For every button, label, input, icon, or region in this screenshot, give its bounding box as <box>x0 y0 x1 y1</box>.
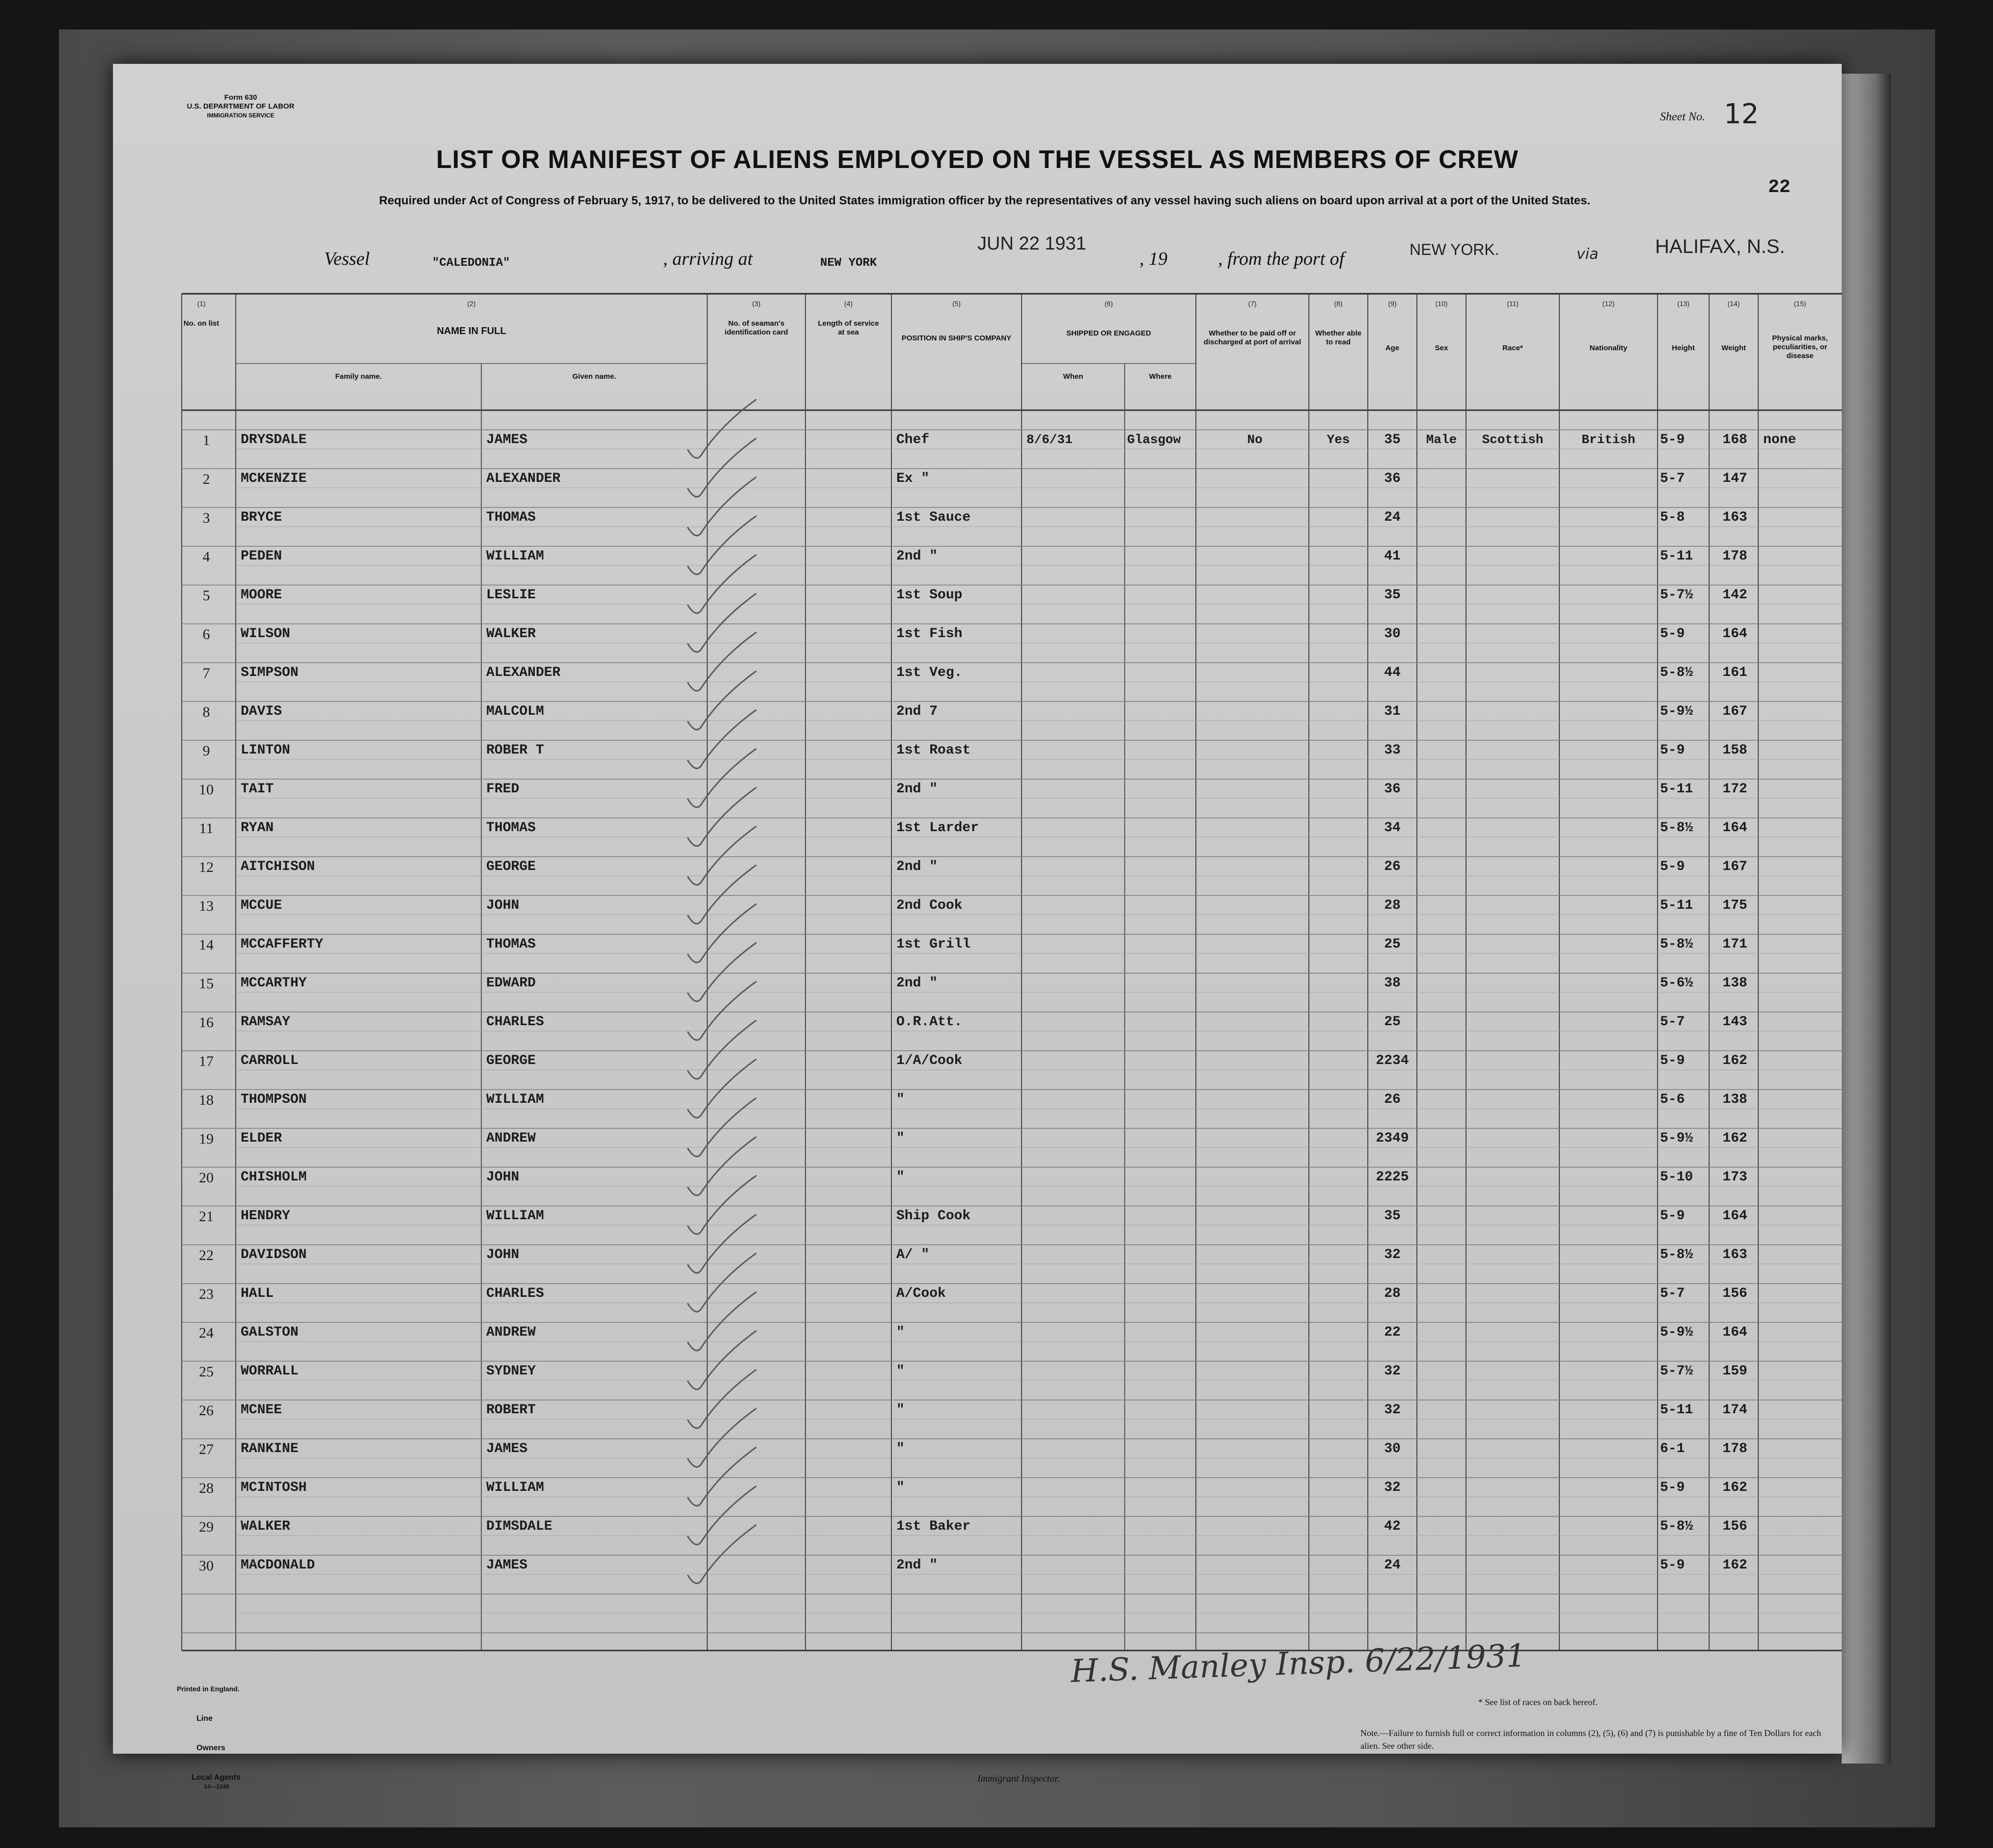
cell-height: 5-7½ <box>1660 1364 1693 1379</box>
cell-height: 5-6 <box>1660 1092 1685 1107</box>
manifest-page <box>113 64 1842 1790</box>
cell-no: 15 <box>199 976 214 992</box>
cell-no: 4 <box>202 549 210 565</box>
cell-given: ALEXANDER <box>486 665 561 680</box>
col-6-number: (6) <box>1104 300 1113 308</box>
cell-weight: 164 <box>1722 1325 1747 1340</box>
cell-weight: 143 <box>1722 1014 1747 1030</box>
cell-weight: 172 <box>1722 782 1747 797</box>
cell-weight: 164 <box>1722 626 1747 642</box>
cell-given: GEORGE <box>486 859 536 874</box>
col-3-header: No. of seaman's identification card <box>724 319 788 336</box>
cell-age: 24 <box>1384 1558 1401 1573</box>
cell-position: Ship Cook <box>896 1208 971 1224</box>
cell-weight: 162 <box>1722 1558 1747 1573</box>
cell-given: JOHN <box>486 1247 520 1262</box>
cell-weight: 167 <box>1722 704 1747 719</box>
cell-weight: 163 <box>1722 510 1747 525</box>
cell-weight: 138 <box>1722 976 1747 991</box>
cell-position: 2nd " <box>896 549 938 564</box>
cell-age: 31 <box>1384 704 1401 719</box>
owners-label: Owners <box>196 1744 225 1752</box>
cell-weight: 174 <box>1722 1402 1747 1418</box>
vessel-name: "CALEDONIA" <box>432 256 510 270</box>
cell-position: 1st Sauce <box>896 510 971 525</box>
cell-age: 25 <box>1384 1014 1401 1030</box>
cell-no: 21 <box>199 1208 214 1225</box>
cell-family: MCNEE <box>241 1402 282 1418</box>
cell-no: 22 <box>199 1247 214 1263</box>
line-label: Line <box>196 1714 213 1723</box>
cell-no: 10 <box>199 782 214 798</box>
cell-weight: 175 <box>1722 898 1747 913</box>
cell-height: 5-9 <box>1660 1558 1685 1573</box>
cell-position: 2nd 7 <box>896 704 938 719</box>
cell-no: 28 <box>199 1480 214 1496</box>
inspector-signature: H.S. Manley Insp. 6/22/1931 <box>1070 1637 1527 1690</box>
cell-no: 5 <box>202 588 210 604</box>
cell-no: 24 <box>199 1325 214 1341</box>
cell-weight: 178 <box>1722 1441 1747 1456</box>
col-9-number: (9) <box>1388 300 1397 308</box>
cell-age: 2349 <box>1376 1131 1409 1146</box>
cell-height: 5-8½ <box>1660 820 1693 836</box>
cell-no: 16 <box>199 1014 214 1031</box>
cell-no: 11 <box>199 820 214 837</box>
cell-family: MCCAFFERTY <box>241 937 324 952</box>
cell-given: WALKER <box>486 626 536 642</box>
cell-age: 25 <box>1384 937 1401 952</box>
cell-no: 3 <box>202 510 210 526</box>
cell-position: Chef <box>896 432 930 448</box>
cell-height: 5-8 <box>1660 510 1685 525</box>
cell-age: 30 <box>1384 1441 1401 1456</box>
cell-position: A/Cook <box>896 1286 946 1301</box>
cell-given: ROBERT <box>486 1402 536 1418</box>
col-3-number: (3) <box>752 300 761 308</box>
cell-given: ANDREW <box>486 1131 536 1146</box>
cell-weight: 162 <box>1722 1053 1747 1068</box>
cell-no: 17 <box>199 1053 214 1069</box>
vessel-label: Vessel <box>324 249 370 269</box>
cell-weight: 168 <box>1722 432 1747 448</box>
via-mark: via <box>1577 246 1599 263</box>
cell-height: 5-9½ <box>1660 1325 1693 1340</box>
cell-given: JAMES <box>486 432 528 448</box>
cell-family: DAVIDSON <box>241 1247 307 1262</box>
cell-no: 18 <box>199 1092 214 1108</box>
cell-height: 5-9½ <box>1660 704 1693 719</box>
cell-position: 1st Baker <box>896 1519 971 1534</box>
cell-position: 1st Roast <box>896 743 971 758</box>
cell-family: BRYCE <box>241 510 282 525</box>
cell-position: 1st Grill <box>896 937 971 952</box>
cell-given: THOMAS <box>486 937 536 952</box>
col-10-number: (10) <box>1435 300 1448 308</box>
cell-when: 8/6/31 <box>1026 432 1073 447</box>
page-number: 22 <box>1768 177 1791 198</box>
cell-height: 5-9 <box>1660 1208 1685 1224</box>
cell-read: Yes <box>1327 432 1350 447</box>
cell-nationality: British <box>1581 432 1635 447</box>
cell-age: 42 <box>1384 1519 1401 1534</box>
cell-height: 5-9½ <box>1660 1131 1693 1146</box>
cell-height: 5-9 <box>1660 1053 1685 1068</box>
cell-age: 32 <box>1384 1364 1401 1379</box>
cell-age: 34 <box>1384 820 1401 836</box>
cell-height: 5-9 <box>1660 432 1685 448</box>
cell-given: WILLIAM <box>486 1092 544 1107</box>
col-12-header: Nationality <box>1589 344 1628 352</box>
form-number: Form 630 <box>224 93 257 102</box>
from-port: NEW YORK. <box>1410 241 1499 258</box>
penalty-note: Note.—Failure to furnish full or correct information in columns (2), (5), (6) and (7) is punishable by a fine of Ten Dollars for each alien. See other side. <box>1360 1728 1822 1751</box>
col-4-number: (4) <box>844 300 853 308</box>
cell-no: 9 <box>202 743 210 759</box>
cell-race: Scottish <box>1482 432 1544 447</box>
halifax-port: HALIFAX, N.S. <box>1655 236 1785 257</box>
cell-age: 35 <box>1384 432 1401 448</box>
cell-height: 5-11 <box>1660 1402 1693 1418</box>
cell-weight: 164 <box>1722 1208 1747 1224</box>
cell-age: 32 <box>1384 1480 1401 1495</box>
cell-given: SYDNEY <box>486 1364 536 1379</box>
page-subtitle: Required under Act of Congress of February 5, 1917, to be delivered to the United States immigration officer by the representatives of any vessel having such aliens on board upon arrival at a port of the United States. <box>379 194 1591 207</box>
col-15-number: (15) <box>1794 300 1806 308</box>
cell-weight: 164 <box>1722 820 1747 836</box>
cell-position: " <box>896 1364 905 1379</box>
col-14-header: Weight <box>1721 344 1746 352</box>
cell-position: 1st Veg. <box>896 665 963 680</box>
cell-weight: 163 <box>1722 1247 1747 1262</box>
col-2-header: NAME IN FULL <box>437 326 506 336</box>
col-5-number: (5) <box>952 300 961 308</box>
cell-height: 5-9 <box>1660 626 1685 642</box>
cell-position: " <box>896 1402 905 1418</box>
cell-age: 32 <box>1384 1402 1401 1418</box>
cell-age: 32 <box>1384 1247 1401 1262</box>
cell-height: 5-7 <box>1660 471 1685 486</box>
col-8-number: (8) <box>1334 300 1343 308</box>
col-13-number: (13) <box>1677 300 1689 308</box>
cell-age: 22 <box>1384 1325 1401 1340</box>
cell-family: CARROLL <box>241 1053 299 1068</box>
col-14-number: (14) <box>1727 300 1740 308</box>
col-9-header: Age <box>1385 344 1400 352</box>
col-6-when-header: When <box>1063 372 1083 381</box>
cell-age: 35 <box>1384 1208 1401 1224</box>
cell-age: 28 <box>1384 1286 1401 1301</box>
cell-no: 26 <box>199 1402 214 1419</box>
service-name: IMMIGRATION SERVICE <box>207 112 275 119</box>
cell-no: 7 <box>202 665 210 681</box>
cell-given: WILLIAM <box>486 549 544 564</box>
arriving-port: NEW YORK <box>820 256 877 270</box>
cell-family: SIMPSON <box>241 665 299 680</box>
cell-family: PEDEN <box>241 549 282 564</box>
year-label: , 19 <box>1139 249 1167 269</box>
cell-given: JOHN <box>486 1170 520 1185</box>
cell-weight: 162 <box>1722 1480 1747 1495</box>
cell-no: 29 <box>199 1519 214 1535</box>
cell-height: 5-6½ <box>1660 976 1693 991</box>
cell-age: 41 <box>1384 549 1401 564</box>
col-2-given-header: Given name. <box>572 372 616 381</box>
cell-given: JAMES <box>486 1441 528 1456</box>
cell-position: " <box>896 1170 905 1185</box>
cell-family: MCCARTHY <box>241 976 307 991</box>
cell-no: 2 <box>202 471 210 487</box>
cell-given: JAMES <box>486 1558 528 1573</box>
cell-family: MCCUE <box>241 898 282 913</box>
cell-family: TAIT <box>241 782 274 797</box>
cell-no: 1 <box>202 432 210 448</box>
col-12-number: (12) <box>1602 300 1615 308</box>
col-10-header: Sex <box>1435 344 1448 352</box>
cell-position: " <box>896 1480 905 1495</box>
cell-family: DAVIS <box>241 704 282 719</box>
cell-family: WALKER <box>241 1519 290 1534</box>
from-port-label: , from the port of <box>1218 249 1345 269</box>
cell-marks: none <box>1763 432 1797 448</box>
cell-given: DIMSDALE <box>486 1519 553 1534</box>
col-4-header: Length of service at sea <box>818 319 879 336</box>
printed-in-label: Printed in England. <box>177 1685 240 1693</box>
col-11-number: (11) <box>1507 300 1519 308</box>
cell-position: A/ " <box>896 1247 930 1262</box>
cell-position: 2nd " <box>896 976 938 991</box>
cell-weight: 162 <box>1722 1131 1747 1146</box>
cell-position: 1st Fish <box>896 626 963 642</box>
cell-age: 44 <box>1384 665 1401 680</box>
form-code: 14—1240 <box>204 1783 230 1790</box>
cell-age: 28 <box>1384 898 1401 913</box>
cell-weight: 161 <box>1722 665 1747 680</box>
cell-given: ROBER T <box>486 743 544 758</box>
cell-position: " <box>896 1131 905 1146</box>
cell-family: RYAN <box>241 820 274 836</box>
cell-family: ELDER <box>241 1131 282 1146</box>
cell-no: 27 <box>199 1441 214 1457</box>
cell-family: MCKENZIE <box>241 471 307 486</box>
department-name: U.S. DEPARTMENT OF LABOR <box>187 102 295 111</box>
col-11-header: Race* <box>1502 344 1523 352</box>
cell-height: 5-7 <box>1660 1286 1685 1301</box>
cell-age: 2225 <box>1376 1170 1409 1185</box>
cell-no: 6 <box>202 626 210 643</box>
cell-height: 5-8½ <box>1660 665 1693 680</box>
cell-given: FRED <box>486 782 520 797</box>
cell-no: 12 <box>199 859 214 875</box>
cell-given: WILLIAM <box>486 1480 544 1495</box>
cell-no: 30 <box>199 1558 214 1574</box>
cell-sex: Male <box>1426 432 1457 447</box>
cell-given: GEORGE <box>486 1053 536 1068</box>
cell-given: THOMAS <box>486 820 536 836</box>
cell-no: 19 <box>199 1131 214 1147</box>
cell-family: MOORE <box>241 588 282 603</box>
cell-age: 38 <box>1384 976 1401 991</box>
cell-position: 1/A/Cook <box>896 1053 963 1068</box>
cell-weight: 147 <box>1722 471 1747 486</box>
cell-height: 5-11 <box>1660 782 1693 797</box>
cell-given: ALEXANDER <box>486 471 561 486</box>
cell-height: 6-1 <box>1660 1441 1685 1456</box>
arriving-label: , arriving at <box>663 249 753 269</box>
col-1-number: (1) <box>197 300 206 308</box>
col-1-header: No. on list <box>183 319 220 328</box>
col-2-number: (2) <box>467 300 476 308</box>
cell-given: CHARLES <box>486 1014 544 1030</box>
col-6-where-header: Where <box>1149 372 1172 381</box>
cell-family: RAMSAY <box>241 1014 290 1030</box>
cell-given: EDWARD <box>486 976 536 991</box>
cell-height: 5-10 <box>1660 1170 1693 1185</box>
cell-given: JOHN <box>486 898 520 913</box>
cell-no: 23 <box>199 1286 214 1302</box>
col-6-header: SHIPPED OR ENGAGED <box>1066 329 1151 337</box>
col-15-header: Physical marks, peculiarities, or disease <box>1772 334 1828 360</box>
cell-weight: 173 <box>1722 1170 1747 1185</box>
cell-family: HALL <box>241 1286 274 1301</box>
cell-height: 5-8½ <box>1660 1247 1693 1262</box>
col-2-family-header: Family name. <box>335 372 382 381</box>
cell-height: 5-7 <box>1660 1014 1685 1030</box>
cell-height: 5-8½ <box>1660 937 1693 952</box>
cell-family: GALSTON <box>241 1325 299 1340</box>
cell-weight: 142 <box>1722 588 1747 603</box>
cell-family: AITCHISON <box>241 859 315 874</box>
cell-no: 14 <box>199 937 214 953</box>
cell-weight: 171 <box>1722 937 1747 952</box>
cell-weight: 159 <box>1722 1364 1747 1379</box>
cell-given: ANDREW <box>486 1325 536 1340</box>
cell-family: WILSON <box>241 626 290 642</box>
col-13-header: Height <box>1672 344 1695 352</box>
cell-no: 13 <box>199 898 214 914</box>
cell-age: 36 <box>1384 782 1401 797</box>
cell-height: 5-9 <box>1660 1480 1685 1495</box>
cell-weight: 156 <box>1722 1519 1747 1534</box>
page-edge-stack <box>1842 74 1891 1764</box>
page-title: LIST OR MANIFEST OF ALIENS EMPLOYED ON THE VESSEL AS MEMBERS OF CREW <box>436 145 1519 174</box>
cell-weight: 156 <box>1722 1286 1747 1301</box>
cell-age: 36 <box>1384 471 1401 486</box>
cell-age: 2234 <box>1376 1053 1409 1068</box>
cell-no: 20 <box>199 1170 214 1186</box>
sheet-label: Sheet No. <box>1660 111 1705 123</box>
cell-family: CHISHOLM <box>241 1170 307 1185</box>
cell-no: 25 <box>199 1364 214 1380</box>
cell-family: MACDONALD <box>241 1558 315 1573</box>
cell-family: WORRALL <box>241 1364 299 1379</box>
cell-weight: 138 <box>1722 1092 1747 1107</box>
local-agents-label: Local Agents <box>192 1773 241 1782</box>
cell-height: 5-11 <box>1660 549 1693 564</box>
cell-family: LINTON <box>241 743 290 758</box>
cell-position: O.R.Att. <box>896 1014 963 1030</box>
inspector-label: Immigrant Inspector. <box>977 1773 1060 1784</box>
cell-age: 30 <box>1384 626 1401 642</box>
col-7-number: (7) <box>1248 300 1257 308</box>
cell-height: 5-7½ <box>1660 588 1693 603</box>
col-8-header: Whether able to read <box>1315 329 1362 346</box>
cell-position: Ex " <box>896 471 930 486</box>
cell-age: 35 <box>1384 588 1401 603</box>
cell-position: 1st Larder <box>896 820 979 836</box>
cell-family: THOMPSON <box>241 1092 307 1107</box>
cell-position: 2nd " <box>896 1558 938 1573</box>
date-stamp: JUN 22 1931 <box>977 233 1086 254</box>
cell-height: 5-9 <box>1660 859 1685 874</box>
cell-age: 24 <box>1384 510 1401 525</box>
sheet-number: 12 <box>1724 98 1759 130</box>
cell-position: 2nd Cook <box>896 898 963 913</box>
check-mark <box>688 399 756 458</box>
col-5-header: POSITION IN SHIP'S COMPANY <box>901 334 1012 342</box>
cell-no: 8 <box>202 704 210 720</box>
cell-weight: 167 <box>1722 859 1747 874</box>
cell-position: 1st Soup <box>896 588 963 603</box>
cell-age: 26 <box>1384 859 1401 874</box>
cell-given: CHARLES <box>486 1286 544 1301</box>
cell-age: 26 <box>1384 1092 1401 1107</box>
cell-height: 5-9 <box>1660 743 1685 758</box>
cell-where: Glasgow <box>1127 432 1181 447</box>
races-note: * See list of races on back hereof. <box>1478 1697 1598 1707</box>
cell-weight: 178 <box>1722 549 1747 564</box>
cell-position: 2nd " <box>896 782 938 797</box>
cell-position: " <box>896 1092 905 1107</box>
cell-paid-off: No <box>1247 432 1263 447</box>
cell-position: " <box>896 1325 905 1340</box>
cell-family: HENDRY <box>241 1208 290 1224</box>
cell-given: THOMAS <box>486 510 536 525</box>
cell-height: 5-11 <box>1660 898 1693 913</box>
cell-height: 5-8½ <box>1660 1519 1693 1534</box>
cell-age: 33 <box>1384 743 1401 758</box>
cell-family: RANKINE <box>241 1441 299 1456</box>
cell-family: DRYSDALE <box>241 432 307 448</box>
cell-weight: 158 <box>1722 743 1747 758</box>
col-7-header: Whether to be paid off or discharged at port of arrival <box>1203 329 1301 346</box>
cell-given: WILLIAM <box>486 1208 544 1224</box>
cell-given: MALCOLM <box>486 704 544 719</box>
cell-position: 2nd " <box>896 859 938 874</box>
cell-family: MCINTOSH <box>241 1480 307 1495</box>
cell-position: " <box>896 1441 905 1456</box>
cell-given: LESLIE <box>486 588 536 603</box>
